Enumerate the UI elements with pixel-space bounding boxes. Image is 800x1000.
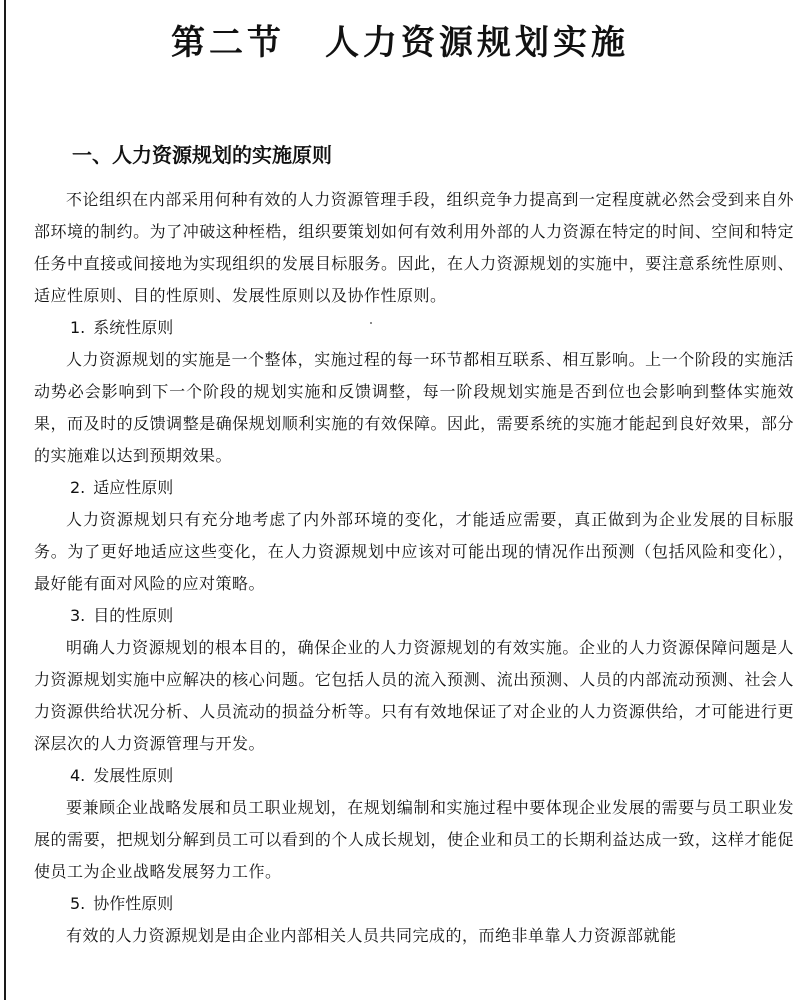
- principle-title: 目的性原则: [93, 606, 174, 625]
- principle-title: 系统性原则: [93, 318, 174, 337]
- principle-paragraph-2: 人力资源规划只有充分地考虑了内外部环境的变化，才能适应需要，真正做到为企业发展的目标服务。为了更好地适应这些变化，在人力资源规划中应该对可能出现的情况作出预测（包括风险和变化），最好能有面对风险的应对策略。: [34, 510, 794, 593]
- principle-title: 发展性原则: [93, 766, 174, 785]
- principle-number: 3.: [70, 606, 86, 625]
- chapter-name: 人力资源规划实施: [325, 23, 629, 63]
- principle-title: 适应性原则: [93, 478, 174, 497]
- intro-paragraph: 不论组织在内部采用何种有效的人力资源管理手段，组织竞争力提高到一定程度就必然会受到来自外部环境的制约。为了冲破这种桎梏，组织要策划如何有效利用外部的人力资源在特定的时间、空间和特定任务中直接或间接地为实现组织的发展目标服务。因此，在人力资源规划的实施中，要注意系统性原则、适应性原则、目的性原则、发展性原则以及协作性原则。: [34, 190, 794, 305]
- principle-paragraph-4: 要兼顾企业战略发展和员工职业规划，在规划编制和实施过程中要体现企业发展的需要与员工职业发展的需要，把规划分解到员工可以看到的个人成长规划，使企业和员工的长期利益达成一致，这样才能促使员工为企业战略发展努力工作。: [34, 798, 794, 881]
- chapter-title: [0, 18, 800, 68]
- principle-number: 4.: [70, 766, 86, 785]
- principle-paragraph-5: 有效的人力资源规划是由企业内部相关人员共同完成的，而绝非单靠人力资源部就能: [66, 926, 677, 945]
- principle-heading-3: [34, 600, 794, 632]
- principle-heading-1: [34, 312, 794, 344]
- principle-paragraph-3: 明确人力资源规划的根本目的，确保企业的人力资源规划的有效实施。企业的人力资源保障问题是人力资源规划实施中应解决的核心问题。它包括人员的流入预测、流出预测、人员的内部流动预测、社会人力资源供给状况分析、人员流动的损益分析等。只有有效地保证了对企业的人力资源供给，才可能进行更深层次的人力资源管理与开发。: [34, 638, 794, 753]
- principle-heading-4: [34, 760, 794, 792]
- section-heading: 一、人力资源规划的实施原则: [72, 143, 332, 167]
- body-text: [34, 184, 794, 952]
- chapter-number: 第二节: [171, 23, 285, 63]
- principle-paragraph-1: 人力资源规划的实施是一个整体，实施过程的每一环节都相互联系、相互影响。上一个阶段的实施活动势必会影响到下一个阶段的规划实施和反馈调整，每一阶段规划实施是否到位也会影响到整体实施效果，而及时的反馈调整是确保规划顺利实施的有效保障。因此，需要系统的实施才能起到良好效果，部分的实施难以达到预期效果。: [34, 350, 794, 465]
- principle-number: 2.: [70, 478, 86, 497]
- principle-number: 5.: [70, 894, 86, 913]
- principle-heading-2: [34, 472, 794, 504]
- principle-heading-5: [34, 888, 794, 920]
- principle-title: 协作性原则: [93, 894, 174, 913]
- principle-number: 1.: [70, 318, 86, 337]
